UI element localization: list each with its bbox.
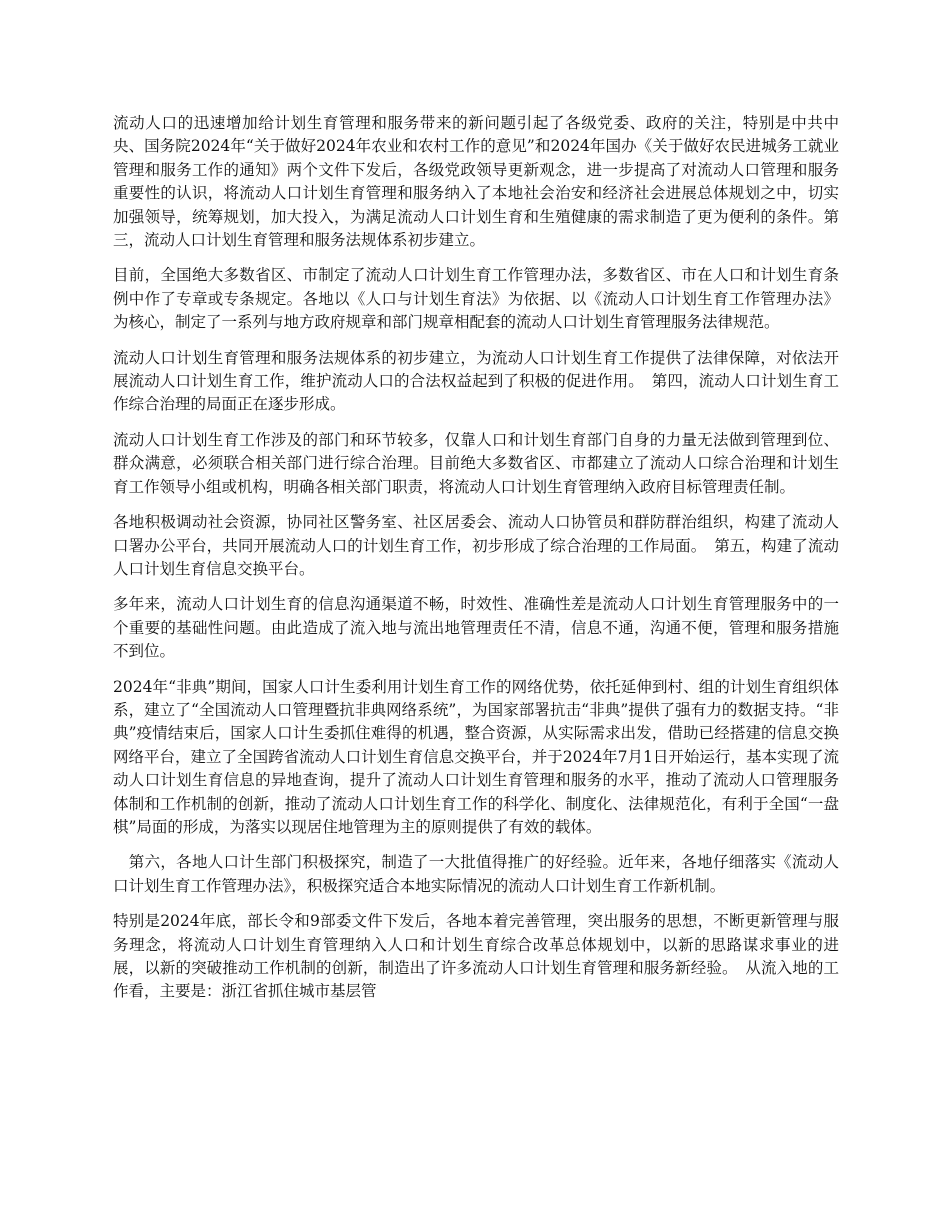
- paragraph-4: 流动人口计划生育工作涉及的部门和环节较多，仅靠人口和计划生育部门自身的力量无法做到管理到位、群众满意，必须联合相关部门进行综合治理。目前绝大多数省区、市都建立了流动人口综合治理和计划生育工作领导小组或机构，明确各相关部门职责，将流动人口计划生育管理纳入政府目标管理责任制。: [113, 430, 839, 496]
- paragraph-5: 各地积极调动社会资源，协同社区警务室、社区居委会、流动人口协管员和群防群治组织，构建了流动人口署办公平台，共同开展流动人口的计划生育工作，初步形成了综合治理的工作局面。 第五，构建了流动人口计划生育信息交换平台。: [113, 513, 839, 578]
- paragraph-9: 特别是2024年底，部长令和9部委文件下发后，各地本着完善管理，突出服务的思想，不断更新管理与服务理念，将流动人口计划生育管理纳入人口和计划生育综合改革总体规划中，以新的思路谋求事业的进展，以新的突破推动工作机制的创新，制造出了许多流动人口计划生育管理和服务新经验。 从流入地的工作看，主要是：浙江省抓住城市基层管: [113, 912, 839, 1001]
- paragraph-6: 多年来，流动人口计划生育的信息沟通渠道不畅，时效性、准确性差是流动人口计划生育管理服务中的一个重要的基础性问题。由此造成了流入地与流出地管理责任不清，信息不通，沟通不便，管理和服务措施不到位。: [113, 595, 839, 661]
- paragraph-7: 2024年“非典”期间，国家人口计生委利用计划生育工作的网络优势，依托延伸到村、组的计划生育组织体系，建立了“全国流动人口管理暨抗非典网络系统”，为国家部署抗击“非典”提供了强有力的数据支持。“非典”疫情结束后，国家人口计生委抓住难得的机遇，整合资源，从实际需求出发，借助已经搭建的信息交换网络平台，建立了全国跨省流动人口计划生育信息交换平台，并于2024年7月1日开始运行，基本实现了流动人口计划生育信息的异地查询，提升了流动人口计划生育管理和服务的水平，推动了流动人口管理服务体制和工作机制的创新，推动了流动人口计划生育工作的科学化、制度化、法律规范化，有利于全国“一盘棋”局面的形成，为落实以现居住地管理为主的原则提供了有效的载体。: [113, 677, 839, 836]
- paragraph-3: 流动人口计划生育管理和服务法规体系的初步建立，为流动人口计划生育工作提供了法律保障，对依法开展流动人口计划生育工作，维护流动人口的合法权益起到了积极的促进作用。 第四，流动人口计划生育工作综合治理的局面正在逐步形成。: [113, 348, 839, 414]
- paragraph-2: 目前，全国绝大多数省区、市制定了流动人口计划生育工作管理办法，多数省区、市在人口和计划生育条例中作了专章或专条规定。各地以《人口与计划生育法》为依据、以《流动人口计划生育工作管理办法》为核心，制定了一系列与地方政府规章和部门规章相配套的流动人口计划生育管理服务法律规范。: [113, 266, 839, 332]
- paragraph-1: 流动人口的迅速增加给计划生育管理和服务带来的新问题引起了各级党委、政府的关注，特别是中共中央、国务院2024年“关于做好2024年农业和农村工作的意见”和2024年国办《关于做好农民进城务工就业管理和服务工作的通知》两个文件下发后，各级党政领导更新观念，进一步提高了对流动人口管理和服务重要性的认识，将流动人口计划生育管理和服务纳入了本地社会治安和经济社会进展总体规划之中，切实加强领导，统筹规划，加大投入，为满足流动人口计划生育和生殖健康的需求制造了更为便利的条件。第三，流动人口计划生育管理和服务法规体系初步建立。: [113, 114, 839, 250]
- paragraph-8: 第六，各地人口计生部门积极探究，制造了一大批值得推广的好经验。近年来，各地仔细落实《流动人口计划生育工作管理办法》，积极探究适合本地实际情况的流动人口计划生育工作新机制。: [113, 853, 839, 895]
- document-body: [113, 112, 839, 1016]
